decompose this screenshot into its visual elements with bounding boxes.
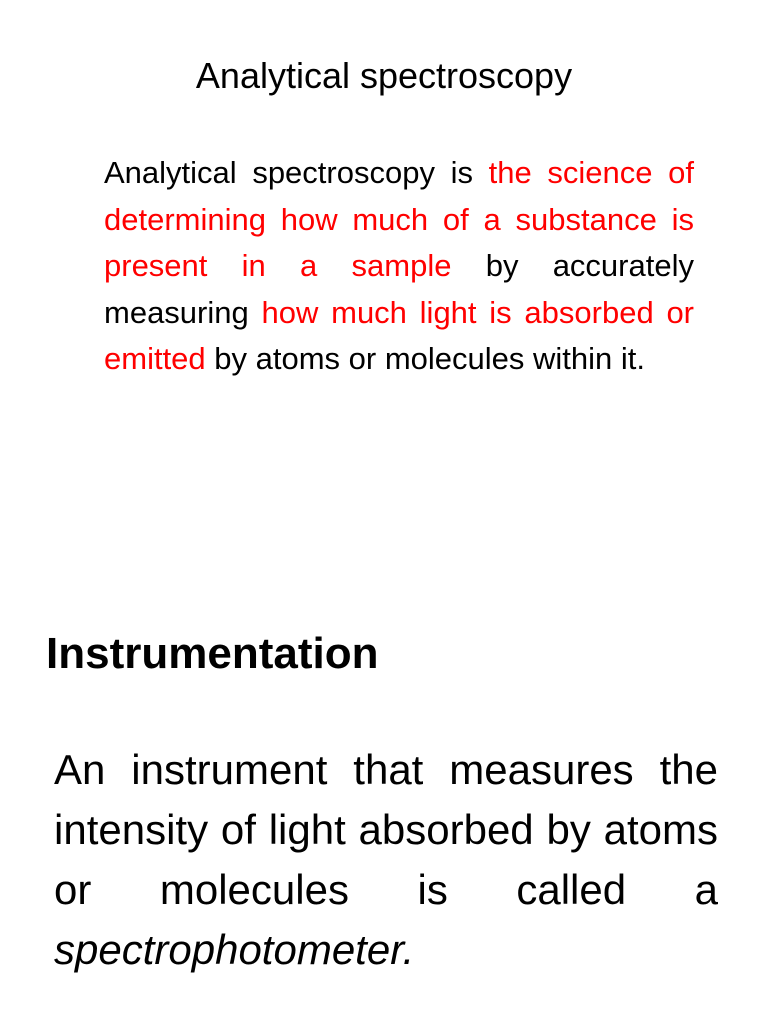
- highlighted-text-segment: how much light is absorbed or emitted: [104, 294, 695, 376]
- slide-title: Analytical spectroscopy: [195, 55, 573, 96]
- definition-paragraph: [54, 740, 718, 980]
- term-spectrophotometer: spectrophotometer.: [54, 926, 415, 973]
- text-segment: by atoms or molecules within it.: [205, 341, 645, 376]
- text-segment: An instrument that measures the intensity of light absorbed by atoms or molecules is called a: [54, 746, 718, 913]
- text-segment: by accurately measuring: [104, 248, 694, 330]
- text-segment: Analytical spectroscopy is: [104, 155, 489, 190]
- slide-title: Instrumentation: [46, 629, 379, 678]
- highlighted-text-segment: the science of determining how much of a substance is present in a sample: [104, 155, 694, 283]
- definition-paragraph: [104, 150, 694, 383]
- slide-instrumentation: [0, 600, 768, 1024]
